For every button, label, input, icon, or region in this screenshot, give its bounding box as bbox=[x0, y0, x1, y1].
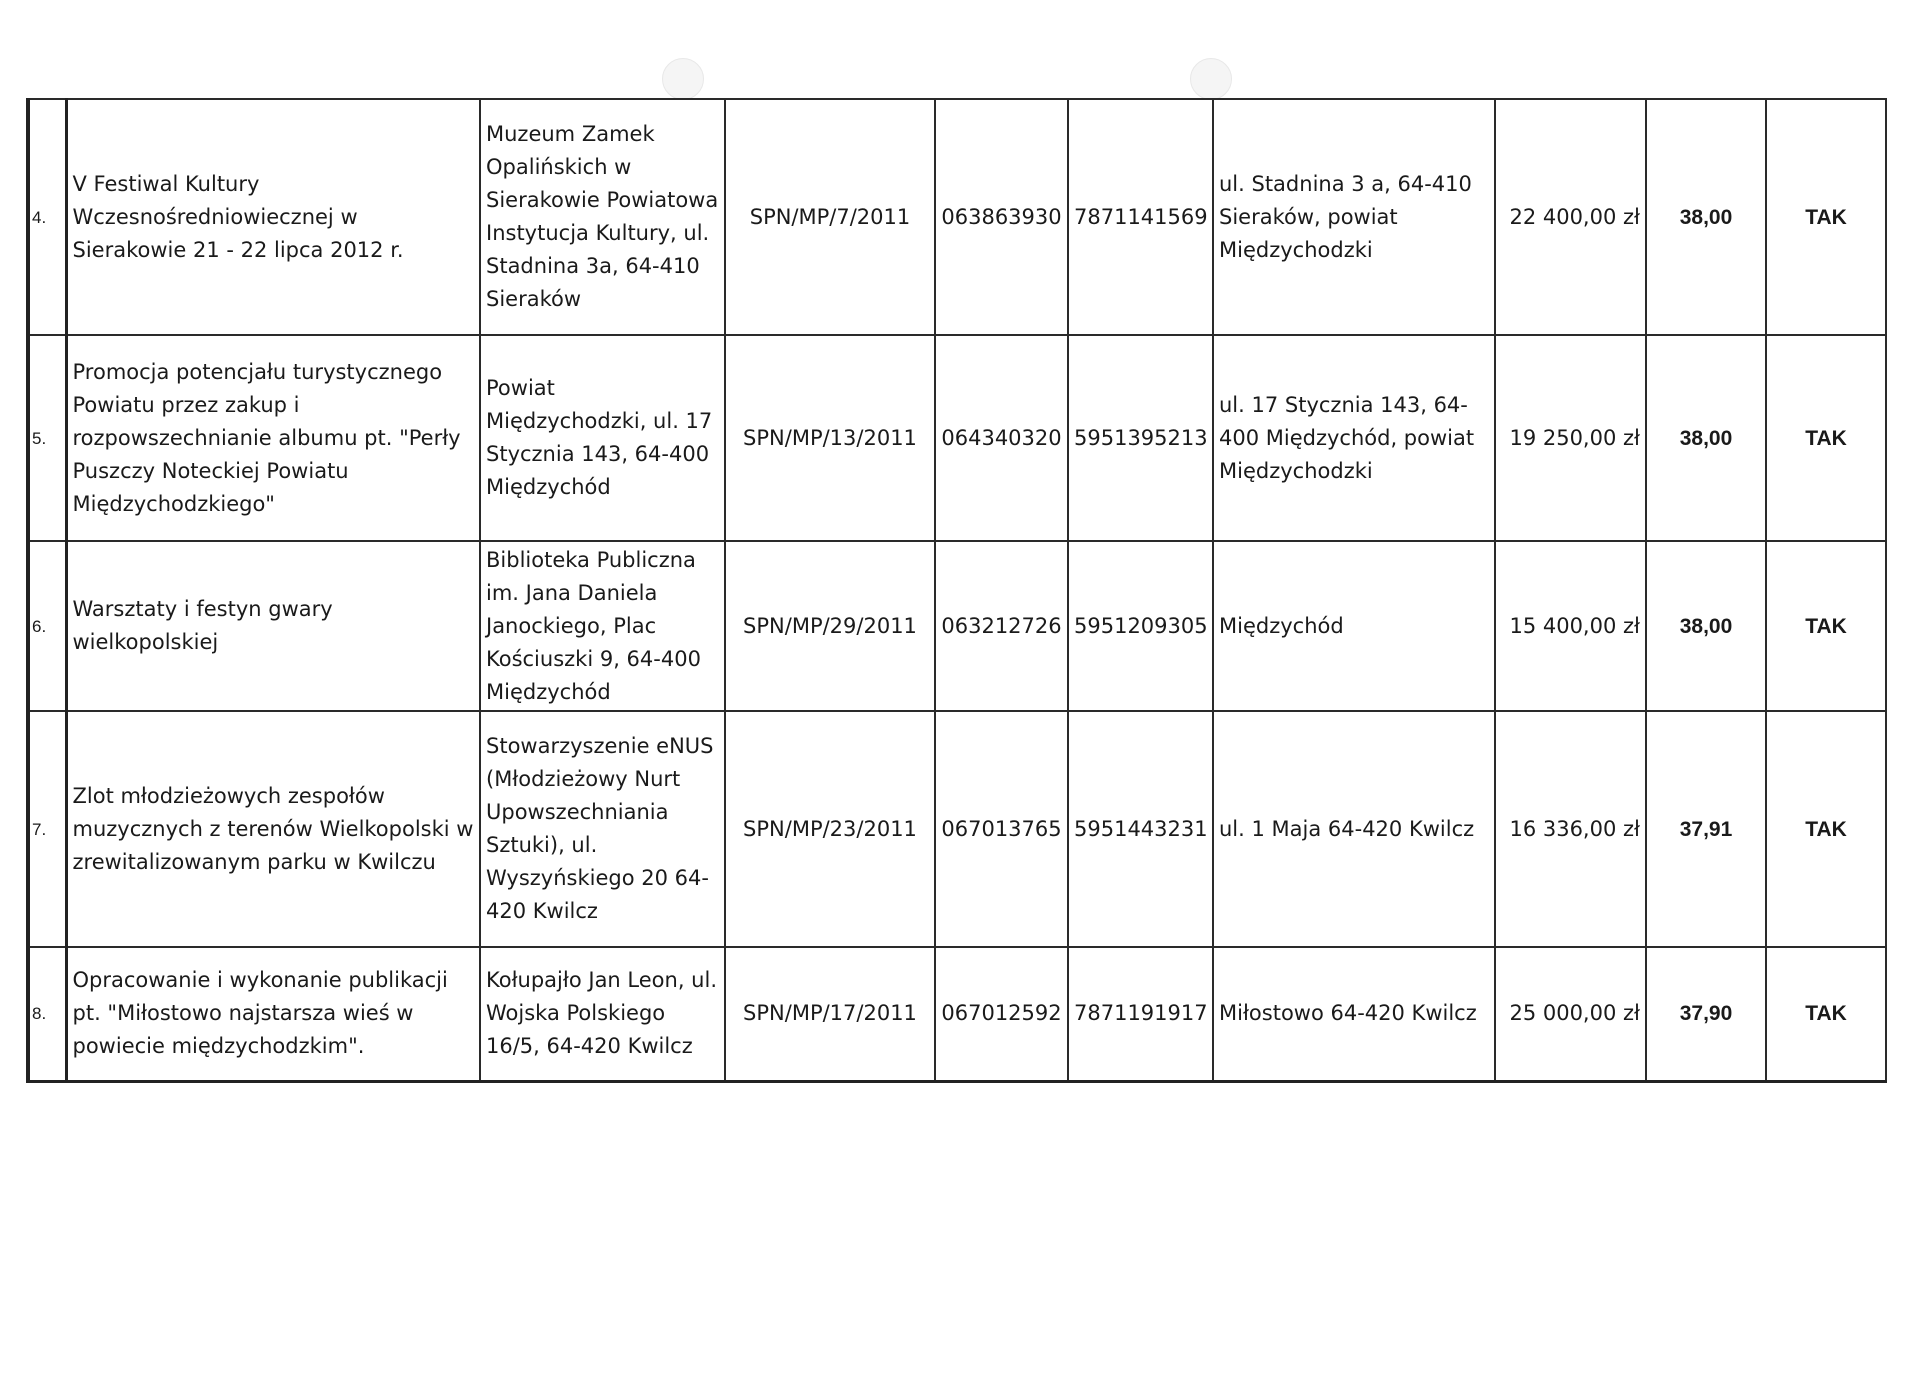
regon-number: 067013765 bbox=[935, 711, 1068, 947]
approval-status: TAK bbox=[1766, 99, 1886, 335]
task-location: ul. 1 Maja 64-420 Kwilcz bbox=[1213, 711, 1495, 947]
table-row bbox=[28, 947, 1886, 1081]
score: 37,91 bbox=[1646, 711, 1766, 947]
regon-number: 067012592 bbox=[935, 947, 1068, 1081]
approval-status: TAK bbox=[1766, 335, 1886, 541]
task-location: ul. 17 Stycznia 143, 64-400 Międzychód, powiat Międzychodzki bbox=[1213, 335, 1495, 541]
row-number: 4. bbox=[28, 99, 66, 335]
applicant-name-address: Kołupajło Jan Leon, ul. Wojska Polskiego 16/5, 64-420 Kwilcz bbox=[480, 947, 725, 1081]
applicant-name-address: Muzeum Zamek Opalińskich w Sierakowie Powiatowa Instytucja Kultury, ul. Stadnina 3a, 64-410 Sieraków bbox=[480, 99, 725, 335]
task-title: V Festiwal Kultury Wczesnośredniowiecznej w Sierakowie 21 - 22 lipca 2012 r. bbox=[66, 99, 480, 335]
application-number: SPN/MP/17/2011 bbox=[725, 947, 935, 1081]
regon-number: 064340320 bbox=[935, 335, 1068, 541]
grant-amount: 15 400,00 zł bbox=[1495, 541, 1646, 711]
score: 38,00 bbox=[1646, 99, 1766, 335]
task-title: Promocja potencjału turystycznego Powiatu przez zakup i rozpowszechnianie albumu pt. "Perły Puszczy Noteckiej Powiatu Międzychodzkiego" bbox=[66, 335, 480, 541]
grant-table-wrapper bbox=[26, 98, 1884, 1083]
table-row bbox=[28, 99, 1886, 335]
task-title: Opracowanie i wykonanie publikacji pt. "Miłostowo najstarsza wieś w powiecie międzychodzkim". bbox=[66, 947, 480, 1081]
nip-number: 7871141569 bbox=[1068, 99, 1213, 335]
applicant-name-address: Stowarzyszenie eNUS (Młodzieżowy Nurt Upowszechniania Sztuki), ul. Wyszyńskiego 20 64-420 Kwilcz bbox=[480, 711, 725, 947]
punch-hole-right bbox=[1190, 58, 1232, 100]
row-number: 5. bbox=[28, 335, 66, 541]
score: 38,00 bbox=[1646, 335, 1766, 541]
application-number: SPN/MP/7/2011 bbox=[725, 99, 935, 335]
table-row bbox=[28, 711, 1886, 947]
score: 37,90 bbox=[1646, 947, 1766, 1081]
regon-number: 063863930 bbox=[935, 99, 1068, 335]
table-row bbox=[28, 335, 1886, 541]
regon-number: 063212726 bbox=[935, 541, 1068, 711]
task-title: Warsztaty i festyn gwary wielkopolskiej bbox=[66, 541, 480, 711]
applicant-name-address: Powiat Międzychodzki, ul. 17 Stycznia 143, 64-400 Międzychód bbox=[480, 335, 725, 541]
score: 38,00 bbox=[1646, 541, 1766, 711]
grant-amount: 25 000,00 zł bbox=[1495, 947, 1646, 1081]
table-row bbox=[28, 541, 1886, 711]
approval-status: TAK bbox=[1766, 541, 1886, 711]
row-number: 7. bbox=[28, 711, 66, 947]
punch-hole-left bbox=[662, 58, 704, 100]
task-location: Międzychód bbox=[1213, 541, 1495, 711]
task-location: Miłostowo 64-420 Kwilcz bbox=[1213, 947, 1495, 1081]
application-number: SPN/MP/13/2011 bbox=[725, 335, 935, 541]
nip-number: 5951209305 bbox=[1068, 541, 1213, 711]
row-number: 6. bbox=[28, 541, 66, 711]
application-number: SPN/MP/29/2011 bbox=[725, 541, 935, 711]
applicant-name-address: Biblioteka Publiczna im. Jana Daniela Janockiego, Plac Kościuszki 9, 64-400 Międzychód bbox=[480, 541, 725, 711]
approval-status: TAK bbox=[1766, 711, 1886, 947]
grant-amount: 22 400,00 zł bbox=[1495, 99, 1646, 335]
approval-status: TAK bbox=[1766, 947, 1886, 1081]
task-location: ul. Stadnina 3 a, 64-410 Sieraków, powiat Międzychodzki bbox=[1213, 99, 1495, 335]
nip-number: 7871191917 bbox=[1068, 947, 1213, 1081]
nip-number: 5951395213 bbox=[1068, 335, 1213, 541]
grant-table bbox=[26, 98, 1887, 1083]
application-number: SPN/MP/23/2011 bbox=[725, 711, 935, 947]
nip-number: 5951443231 bbox=[1068, 711, 1213, 947]
grant-amount: 19 250,00 zł bbox=[1495, 335, 1646, 541]
row-number: 8. bbox=[28, 947, 66, 1081]
task-title: Zlot młodzieżowych zespołów muzycznych z terenów Wielkopolski w zrewitalizowanym parku w Kwilczu bbox=[66, 711, 480, 947]
grant-amount: 16 336,00 zł bbox=[1495, 711, 1646, 947]
